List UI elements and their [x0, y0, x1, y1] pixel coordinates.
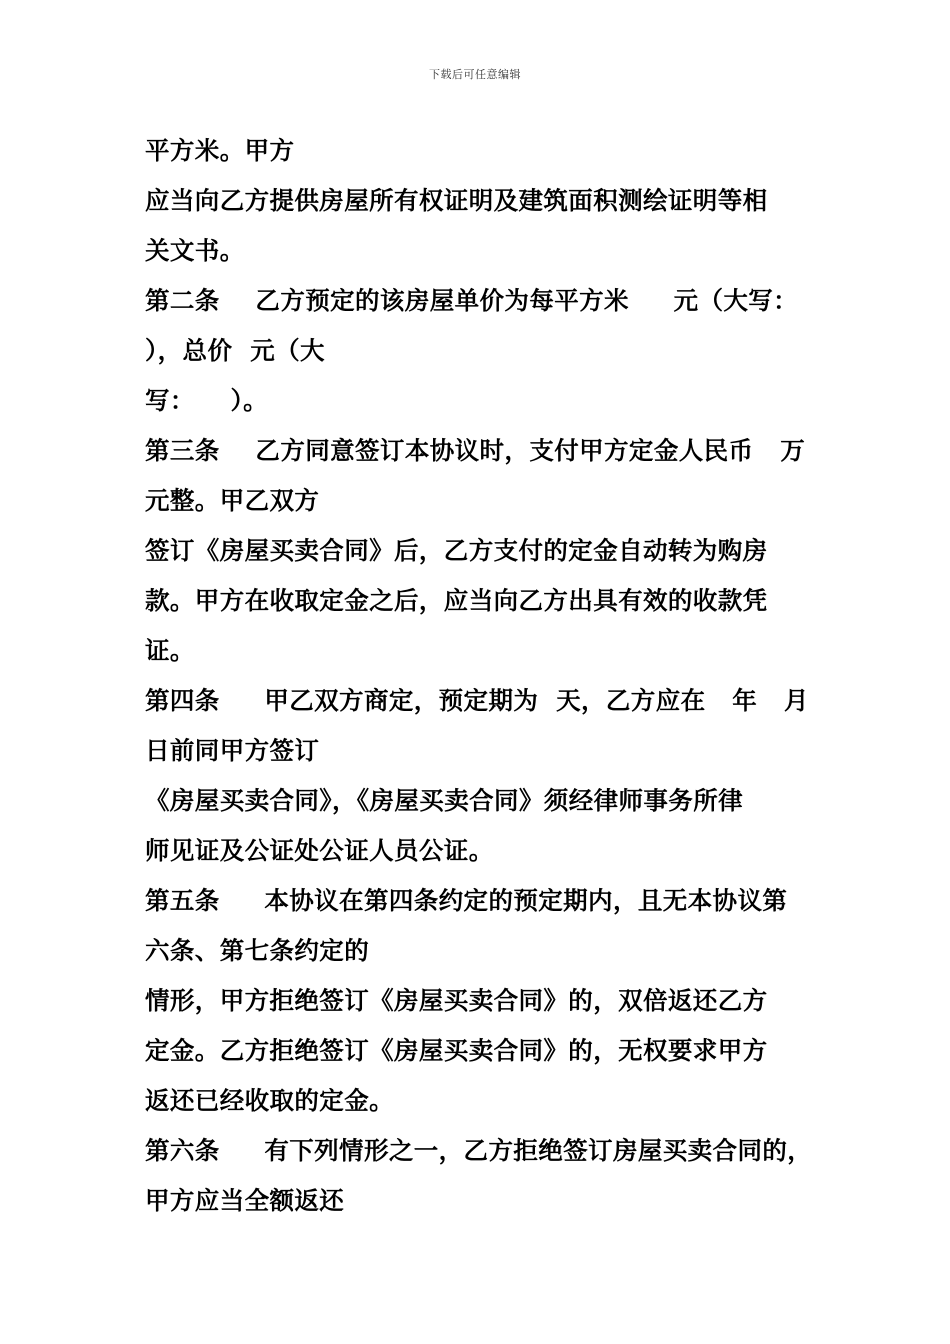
text-line: 元整。甲乙双方	[145, 486, 320, 515]
text-line: 应当向乙方提供房屋所有权证明及建筑面积测绘证明等相	[145, 186, 768, 215]
text-line: 情形，甲方拒绝签订《房屋买卖合同》的，双倍返还乙方	[145, 986, 768, 1015]
text-line: 关文书。	[145, 236, 245, 265]
text-line: 日前同甲方签订	[145, 736, 320, 765]
text-line: 写： ）。	[145, 386, 269, 415]
text-line: 平方米。甲方	[145, 136, 295, 165]
document-body	[145, 126, 845, 1226]
text-line: 甲方应当全额返还	[145, 1186, 345, 1215]
text-line: 签订《房屋买卖合同》后，乙方支付的定金自动转为购房	[145, 536, 768, 565]
article-4-heading-line: 第四条 甲乙双方商定，预定期为 天，乙方应在 年 月	[145, 686, 809, 715]
text-line: ），总价 元（大	[145, 336, 325, 365]
text-line: 《房屋买卖合同》，《房屋买卖合同》须经律师事务所律	[145, 786, 743, 815]
text-line: 款。甲方在收取定金之后，应当向乙方出具有效的收款凭	[145, 586, 768, 615]
text-line: 证。	[145, 636, 195, 665]
article-2-heading-line: 第二条 乙方预定的该房屋单价为每平方米 元（大写：	[145, 286, 799, 315]
article-5-heading-line: 第五条 本协议在第四条约定的预定期内，且无本协议第	[145, 886, 788, 915]
text-line: 定金。乙方拒绝签订《房屋买卖合同》的，无权要求甲方	[145, 1036, 768, 1065]
text-line: 返还已经收取的定金。	[145, 1086, 394, 1115]
header-note: 下载后可任意编辑	[429, 68, 521, 81]
article-3-heading-line: 第三条 乙方同意签订本协议时，支付甲方定金人民币 万	[145, 436, 806, 465]
article-6-heading-line: 第六条 有下列情形之一，乙方拒绝签订房屋买卖合同的，	[145, 1136, 813, 1165]
text-line: 六条、第七条约定的	[145, 936, 370, 965]
text-line: 师见证及公证处公证人员公证。	[145, 836, 494, 865]
